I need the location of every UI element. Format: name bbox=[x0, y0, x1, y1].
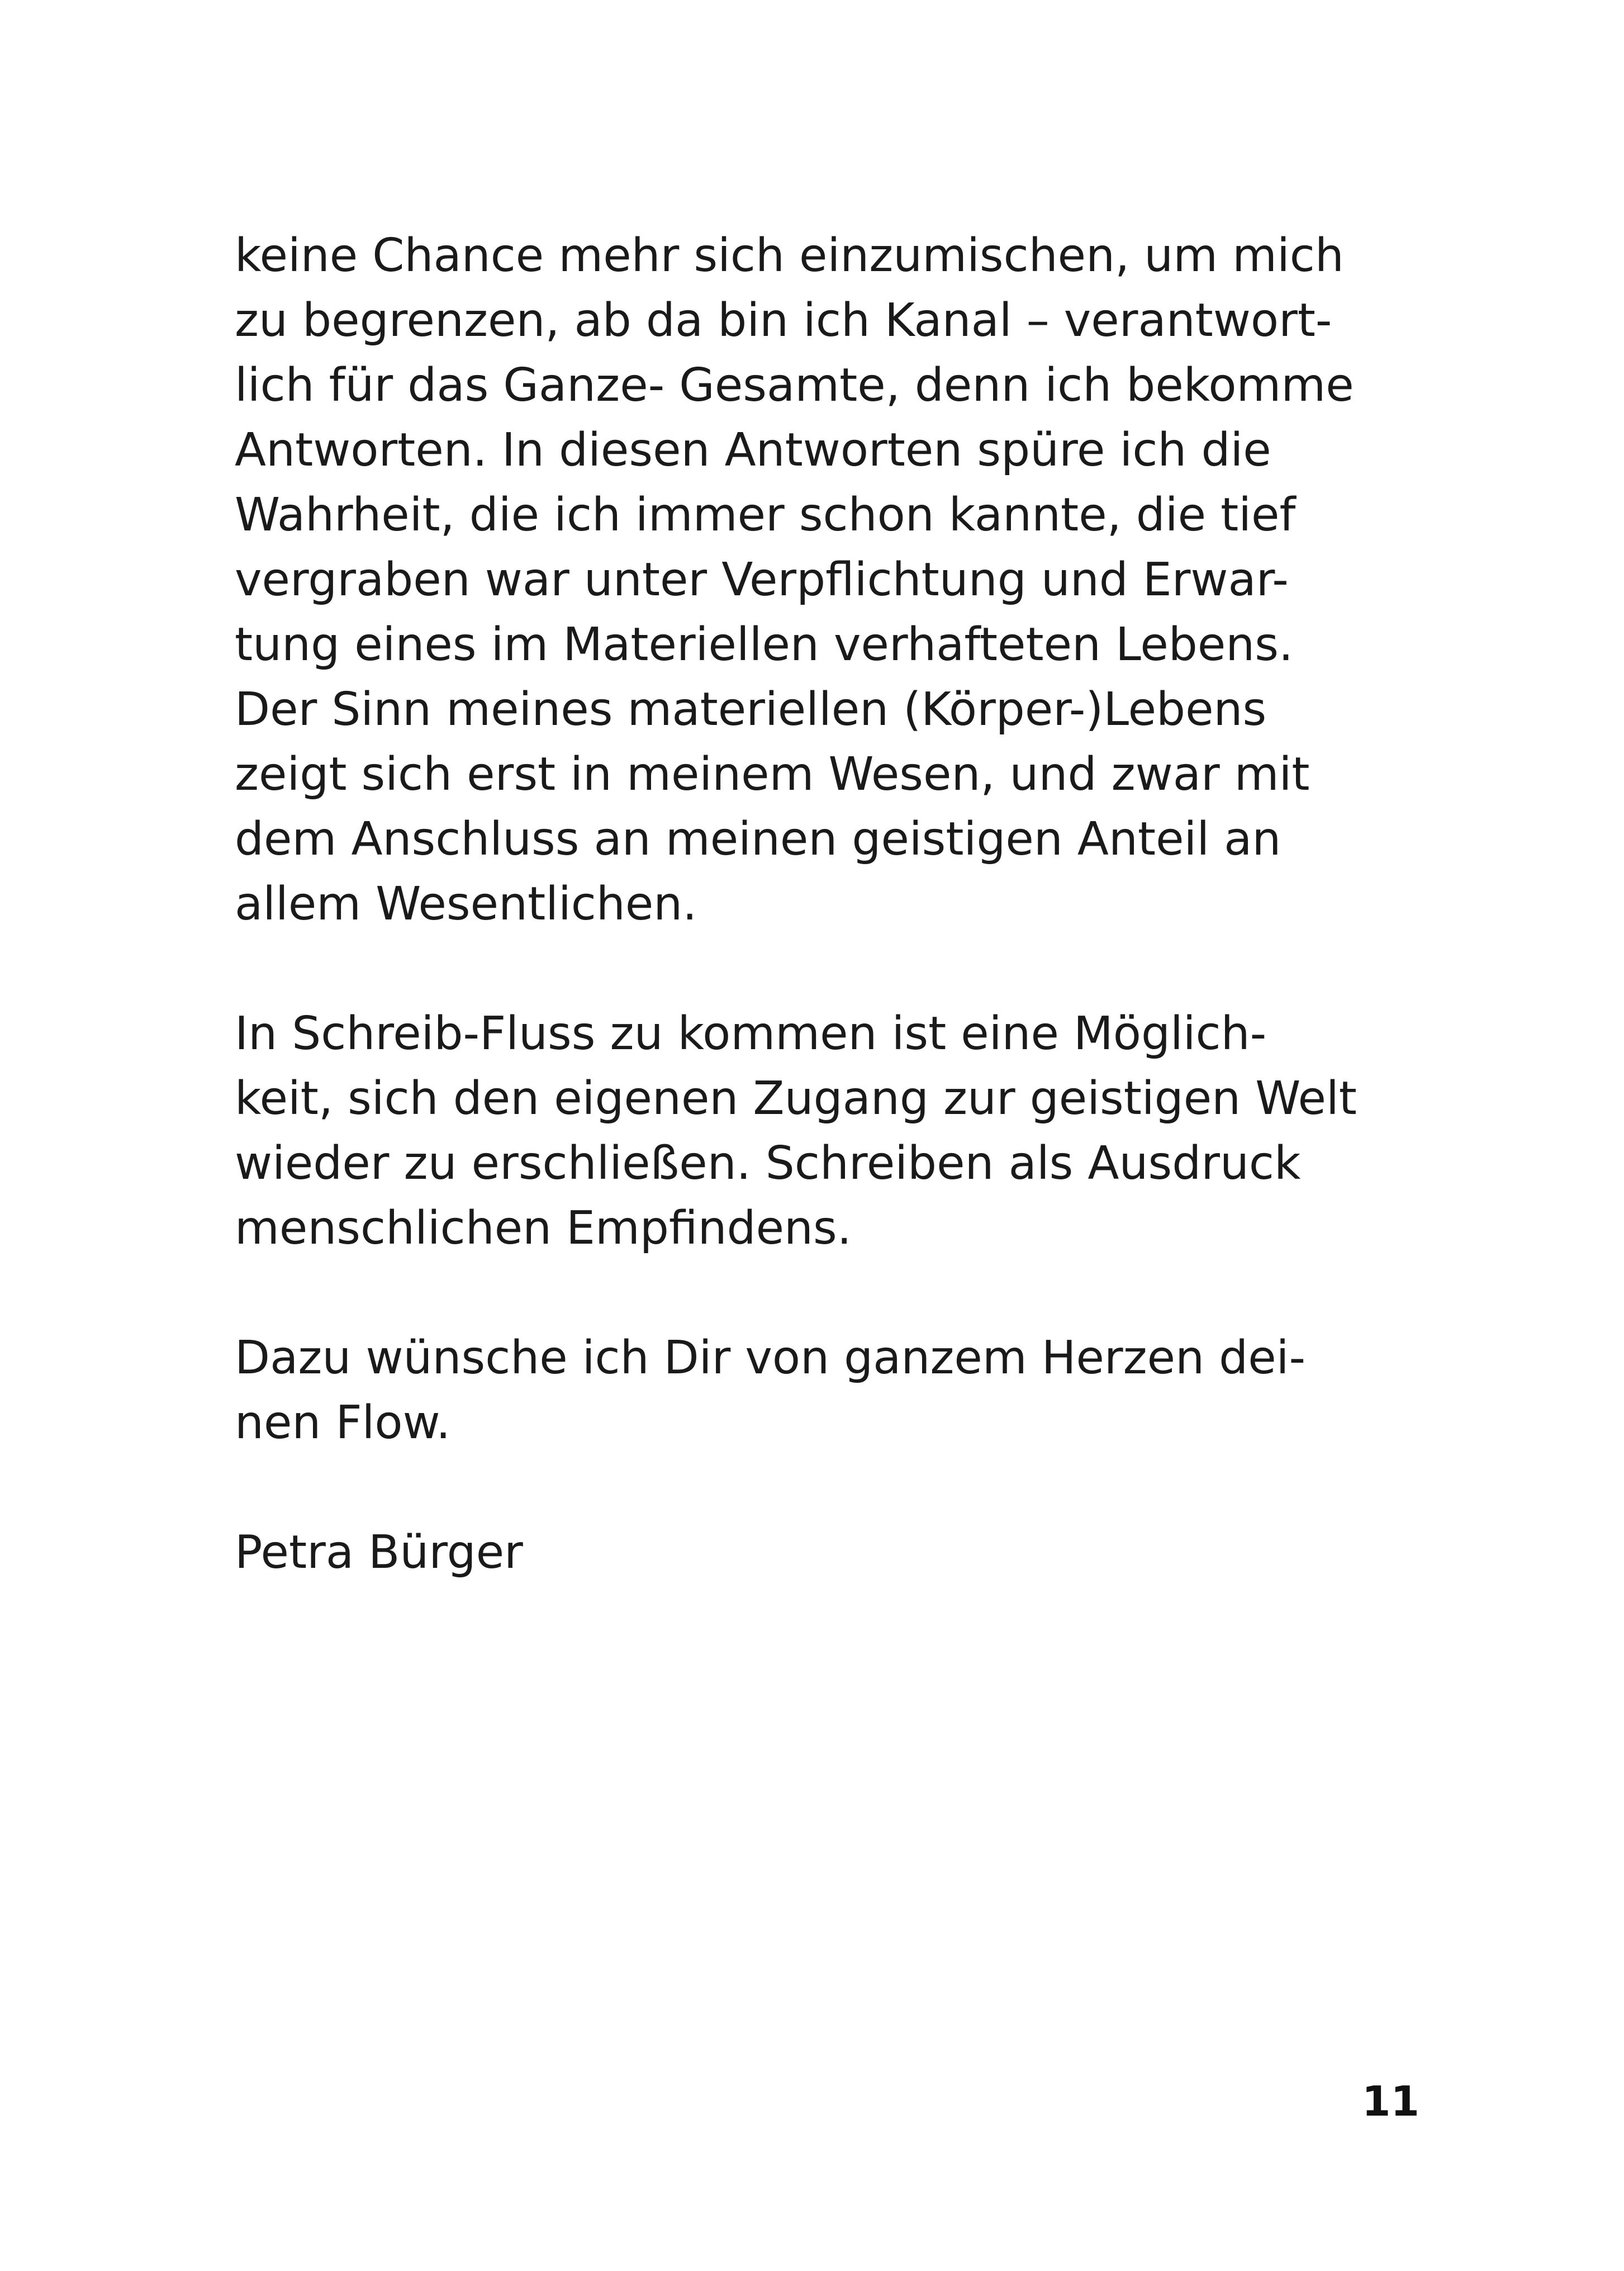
text-line: lich für das Ganze- Gesamte, denn ich bekomme bbox=[235, 359, 1354, 412]
text-line: nen Flow. bbox=[235, 1396, 451, 1449]
text-line: wieder zu erschließen. Schreiben als Ausdruck bbox=[235, 1137, 1301, 1190]
text-line: menschlichen Empfindens. bbox=[235, 1202, 852, 1255]
text-line: In Schreib-Fluss zu kommen ist eine Möglich- bbox=[235, 1007, 1267, 1060]
text-line: tung eines im Materiellen verhafteten Lebens. bbox=[235, 618, 1294, 671]
signature-line bbox=[235, 1520, 1330, 1585]
text-line: vergraben war unter Verpflichtung und Erwar- bbox=[235, 553, 1289, 606]
paragraph-2 bbox=[235, 1002, 1357, 1261]
paragraph-1 bbox=[235, 224, 1354, 937]
text-line: Dazu wünsche ich Dir von ganzem Herzen dei- bbox=[235, 1331, 1306, 1385]
text-line: Antworten. In diesen Antworten spüre ich die bbox=[235, 424, 1271, 477]
author-name: Petra Bürger bbox=[235, 1526, 523, 1579]
text-line: keine Chance mehr sich einzumischen, um mich bbox=[235, 229, 1344, 282]
text-line: Wahrheit, die ich immer schon kannte, die tief bbox=[235, 489, 1296, 542]
text-line: dem Anschluss an meinen geistigen Anteil an bbox=[235, 813, 1281, 866]
paragraph-3 bbox=[235, 1326, 1330, 1455]
page-number: 11 bbox=[1362, 2078, 1419, 2126]
text-line: zeigt sich erst in meinem Wesen, und zwar mit bbox=[235, 748, 1310, 801]
text-line: keit, sich den eigenen Zugang zur geistigen Welt bbox=[235, 1072, 1357, 1125]
text-line: zu begrenzen, ab da bin ich Kanal – verantwort- bbox=[235, 294, 1332, 347]
text-line: Der Sinn meines materiellen (Körper-)Lebens bbox=[235, 683, 1267, 736]
body-text bbox=[235, 224, 1357, 1585]
text-line: allem Wesentlichen. bbox=[235, 878, 697, 931]
